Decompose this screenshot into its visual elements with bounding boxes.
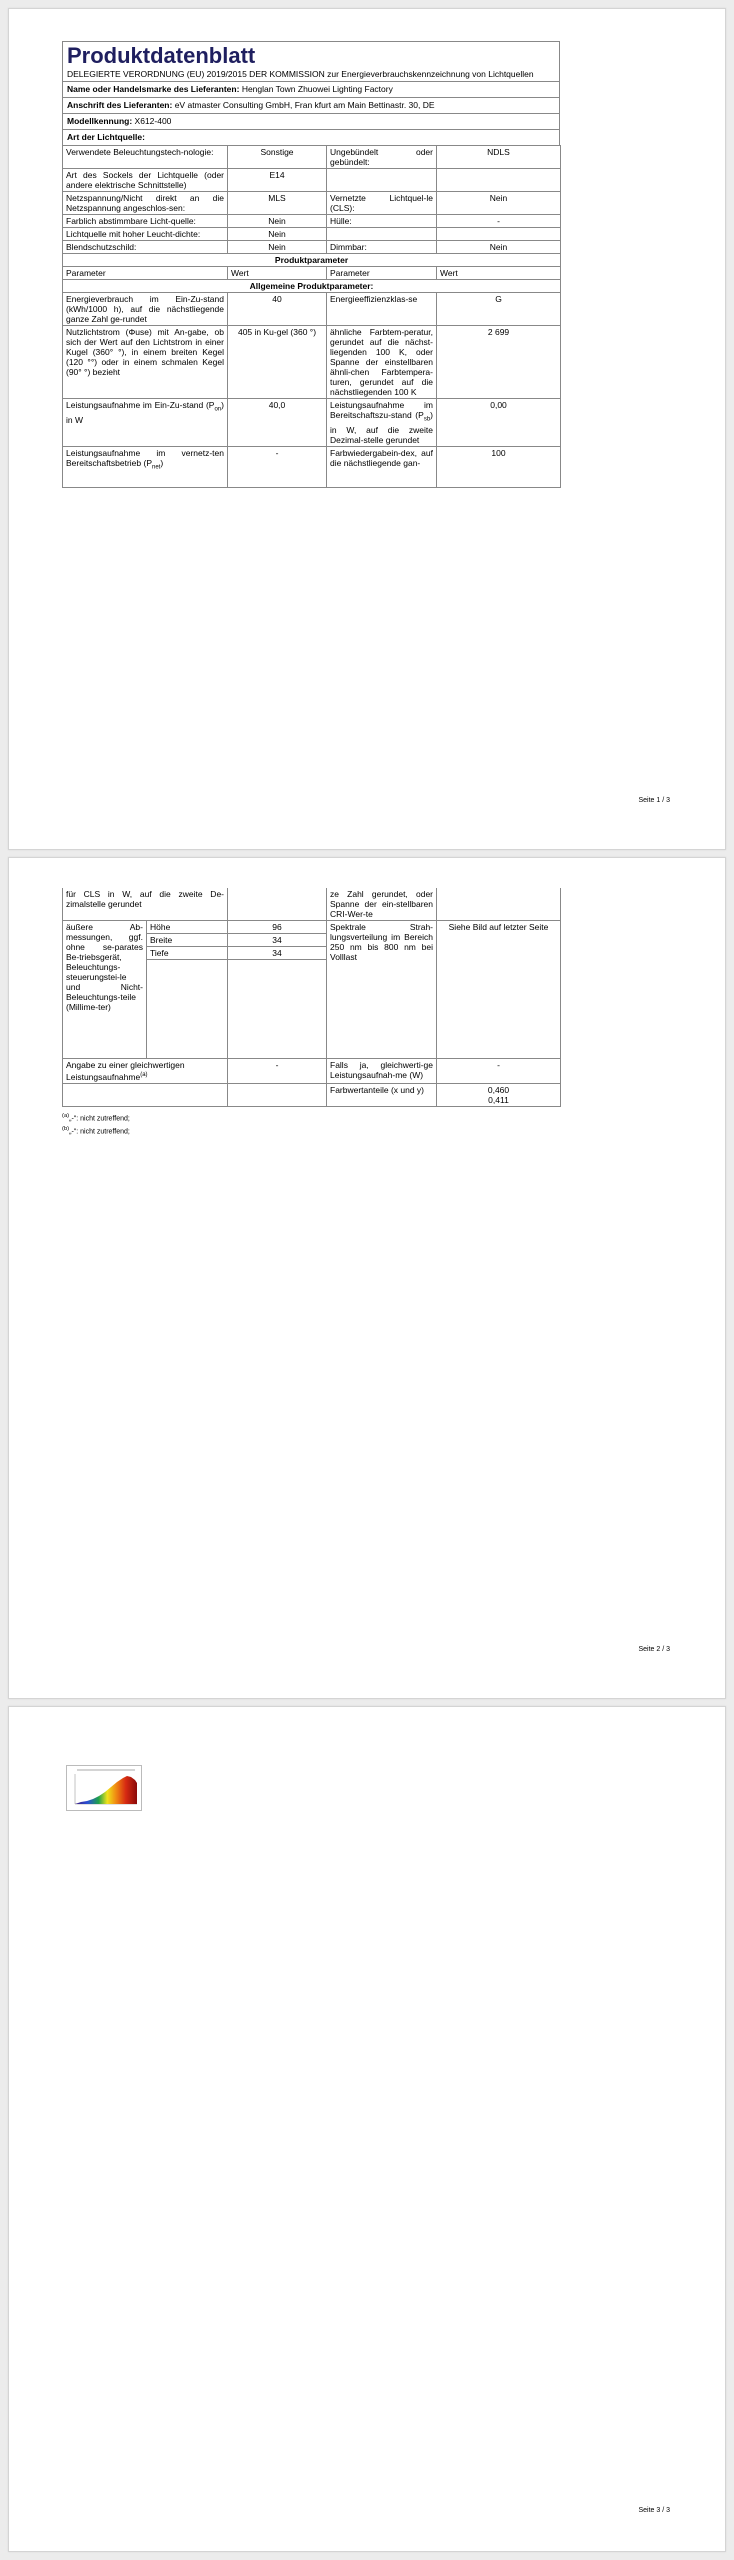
param-value [437, 1083, 561, 1106]
table-row [63, 228, 561, 241]
page-2 [8, 857, 726, 1699]
footnote-text: „-": nicht zutreffend; [69, 1128, 130, 1136]
supplier-name: Henglan Town Zhuowei Lighting Factory [241, 84, 393, 94]
spectral-distribution-image [66, 1765, 142, 1811]
light-source-type-label: Art der Lichtquelle: [67, 132, 145, 142]
header-box [62, 41, 560, 146]
param-label-sub: sb [423, 416, 431, 423]
col-header-param-2: Parameter [327, 267, 437, 280]
type-value: E14 [228, 169, 327, 192]
param-label [327, 399, 437, 447]
param-value: 0,00 [437, 399, 561, 447]
dimension-value: 34 [228, 947, 327, 960]
param-value: - [228, 446, 327, 487]
product-parameters-heading: Produktparameter [63, 254, 561, 267]
type-value: Sonstige [228, 146, 327, 169]
footnote-text: „-": nicht zutreffend; [69, 1115, 130, 1123]
dimensions-row [63, 921, 561, 934]
type-value: MLS [228, 192, 327, 215]
page-2-content [62, 888, 560, 1137]
type-label [327, 169, 437, 192]
type-label: Farblich abstimmbare Licht-quelle: [63, 215, 228, 228]
table-row [63, 215, 561, 228]
spectral-distribution-chart [67, 1766, 141, 1810]
param-label-text: Leistungsaufnahme im vernetz-ten Bereitschaftsbetrieb (P [66, 447, 224, 468]
type-value: Nein [228, 228, 327, 241]
param-value: 100 [437, 446, 561, 487]
param-label-text: Leistungsaufnahme im Bereitschaftszu-stand (P [330, 400, 433, 420]
param-label: ähnliche Farbtem-peratur, gerundet auf die nächst-liegenden 100 K, oder Spanne der einstellbaren ähnli-chen Farbtempera-turen, gerundet auf die nächstliegenden 100 K [327, 326, 437, 399]
param-value: G [437, 293, 561, 326]
supplier-address-label: Anschrift des Lieferanten: [67, 100, 173, 110]
model-value: X612-400 [134, 116, 172, 126]
param-label-text: Angabe zu einer gleichwertigen Leistungsaufnahme [66, 1060, 185, 1082]
type-label: Hülle: [327, 215, 437, 228]
param-label-text: Leistungsaufnahme im Ein-Zu-stand (P [66, 400, 215, 410]
dimensions-label: äußere Ab-messungen, ggf. ohne se-parates Be-triebsgerät, Beleuchtungs-steuerungstei-le und Nicht-Beleuchtungs-teile (Millime-ter) [63, 921, 147, 1059]
col-header-value-1: Wert [228, 267, 327, 280]
table-row [63, 326, 561, 399]
param-value: - [228, 1059, 327, 1084]
col-header-value-2: Wert [437, 267, 561, 280]
product-parameters-heading-row [63, 254, 561, 267]
type-label [327, 228, 437, 241]
table-row [63, 169, 561, 192]
type-value [437, 169, 561, 192]
param-label-sub: net [151, 464, 161, 471]
chroma-x: 0,460 [487, 1084, 510, 1095]
table-row [63, 241, 561, 254]
param-label: Nutzlichtstrom (Φuse) mit An-gabe, ob sich der Wert auf den Lichtstrom in einer Kugel (360° °), in einem breiten Kegel (120 °°) oder in einem schmalen Kegel (90° °) bezieht [63, 326, 228, 399]
param-label-text-end: ) in W, auf die zweite Dezimal-stelle gerundet [330, 410, 433, 445]
document-title: Produktdatenblatt [67, 43, 256, 68]
product-parameters-table-continued [62, 888, 561, 1107]
type-label: Lichtquelle mit hoher Leucht-dichte: [63, 228, 228, 241]
dimension-name: Breite [147, 934, 228, 947]
dimension-name: Höhe [147, 921, 228, 934]
page-number: Seite 1 / 3 [638, 797, 670, 804]
param-label-sub: on [214, 406, 222, 413]
type-label: Netzspannung/Nicht direkt an die Netzspannung angeschlos-sen: [63, 192, 228, 215]
page-number: Seite 3 / 3 [638, 2507, 670, 2514]
dimension-spacer [228, 960, 327, 1059]
table-row [63, 1059, 561, 1084]
table-row [63, 146, 561, 169]
param-label [63, 399, 228, 447]
document-subtitle: DELEGIERTE VERORDNUNG (EU) 2019/2015 DER KOMMISSION zur Energieverbrauchskennzeichnung von Lichtquellen [67, 69, 534, 79]
dimension-value: 96 [228, 921, 327, 934]
light-source-type-row [63, 129, 559, 145]
param-label: Energieverbrauch im Ein-Zu-stand (kWh/1000 h), auf die nächstliegende ganze Zahl ge-rundet [63, 293, 228, 326]
model-label: Modellkennung: [67, 116, 133, 126]
spectral-label: Spektrale Strah-lungsverteilung im Bereich 250 nm bis 800 nm bei Volllast [327, 921, 437, 1059]
supplier-address: eV atmaster Consulting GmbH, Fran kfurt am Main Bettinastr. 30, DE [174, 100, 435, 110]
param-label: Energieeffizienzklas-se [327, 293, 437, 326]
type-value [437, 228, 561, 241]
param-label-sup: (a) [140, 1072, 148, 1078]
param-value: - [437, 1059, 561, 1084]
type-value: Nein [228, 215, 327, 228]
page-1-content [62, 41, 560, 488]
type-label: Vernetzte Lichtquel-le (CLS): [327, 192, 437, 215]
table-row [63, 446, 561, 487]
general-parameters-heading-row [63, 280, 561, 293]
footnotes [62, 1111, 560, 1138]
page-number: Seite 2 / 3 [638, 1646, 670, 1653]
type-value: - [437, 215, 561, 228]
param-value: 405 in Ku-gel (360 °) [228, 326, 327, 399]
param-value [437, 888, 561, 921]
footnote-mark: (b) [62, 1126, 70, 1133]
footnote [62, 1111, 560, 1124]
dimension-name: Tiefe [147, 947, 228, 960]
param-label: Farbwertanteile (x und y) [327, 1083, 437, 1106]
param-label [63, 1083, 228, 1106]
type-label: Verwendete Beleuchtungstech-nologie: [63, 146, 228, 169]
type-label: Art des Sockels der Lichtquelle (oder andere elektrische Schnittstelle) [63, 169, 228, 192]
table-row [63, 399, 561, 447]
general-parameters-heading: Allgemeine Produktparameter: [63, 280, 561, 293]
type-label: Ungebündelt oder gebündelt: [327, 146, 437, 169]
type-label: Blendschutzschild: [63, 241, 228, 254]
dimension-value: 34 [228, 934, 327, 947]
param-value: 40,0 [228, 399, 327, 447]
type-label: Dimmbar: [327, 241, 437, 254]
supplier-address-row [63, 97, 559, 113]
param-value [228, 1083, 327, 1106]
footnote-mark: (a) [62, 1112, 70, 1119]
param-label: Farbwiedergabein-dex, auf die nächstliegende gan- [327, 446, 437, 487]
table-row [63, 192, 561, 215]
chroma-y: 0,411 [488, 1094, 509, 1105]
param-label [63, 1059, 228, 1084]
supplier-name-row [63, 81, 559, 97]
param-label: ze Zahl gerundet, oder Spanne der ein-stellbaren CRI-Wer-te [327, 888, 437, 921]
product-parameters-table [62, 253, 561, 488]
table-row [63, 888, 561, 921]
page-1 [8, 8, 726, 850]
footnote [62, 1124, 560, 1137]
page-3 [8, 1706, 726, 2552]
model-row [63, 113, 559, 129]
param-label-text-end: ) in W [66, 400, 224, 425]
col-header-param-1: Parameter [63, 267, 228, 280]
supplier-name-label: Name oder Handelsmarke des Lieferanten: [67, 84, 240, 94]
param-label: für CLS in W, auf die zweite De-zimalstelle gerundet [63, 888, 228, 921]
table-row [63, 293, 561, 326]
param-value [228, 888, 327, 921]
type-value: Nein [228, 241, 327, 254]
param-value: 2 699 [437, 326, 561, 399]
type-value: Nein [437, 241, 561, 254]
spectral-value: Siehe Bild auf letzter Seite [437, 921, 561, 1059]
light-source-type-table [62, 145, 561, 254]
column-header-row [63, 267, 561, 280]
title-row [63, 42, 559, 81]
dimension-spacer [147, 960, 228, 1059]
param-label: Falls ja, gleichwerti-ge Leistungsaufnah-me (W) [327, 1059, 437, 1084]
type-value: NDLS [437, 146, 561, 169]
type-value: Nein [437, 192, 561, 215]
param-value: 40 [228, 293, 327, 326]
table-row [63, 1083, 561, 1106]
param-label [63, 446, 228, 487]
param-label-text-end: ) [160, 457, 164, 468]
